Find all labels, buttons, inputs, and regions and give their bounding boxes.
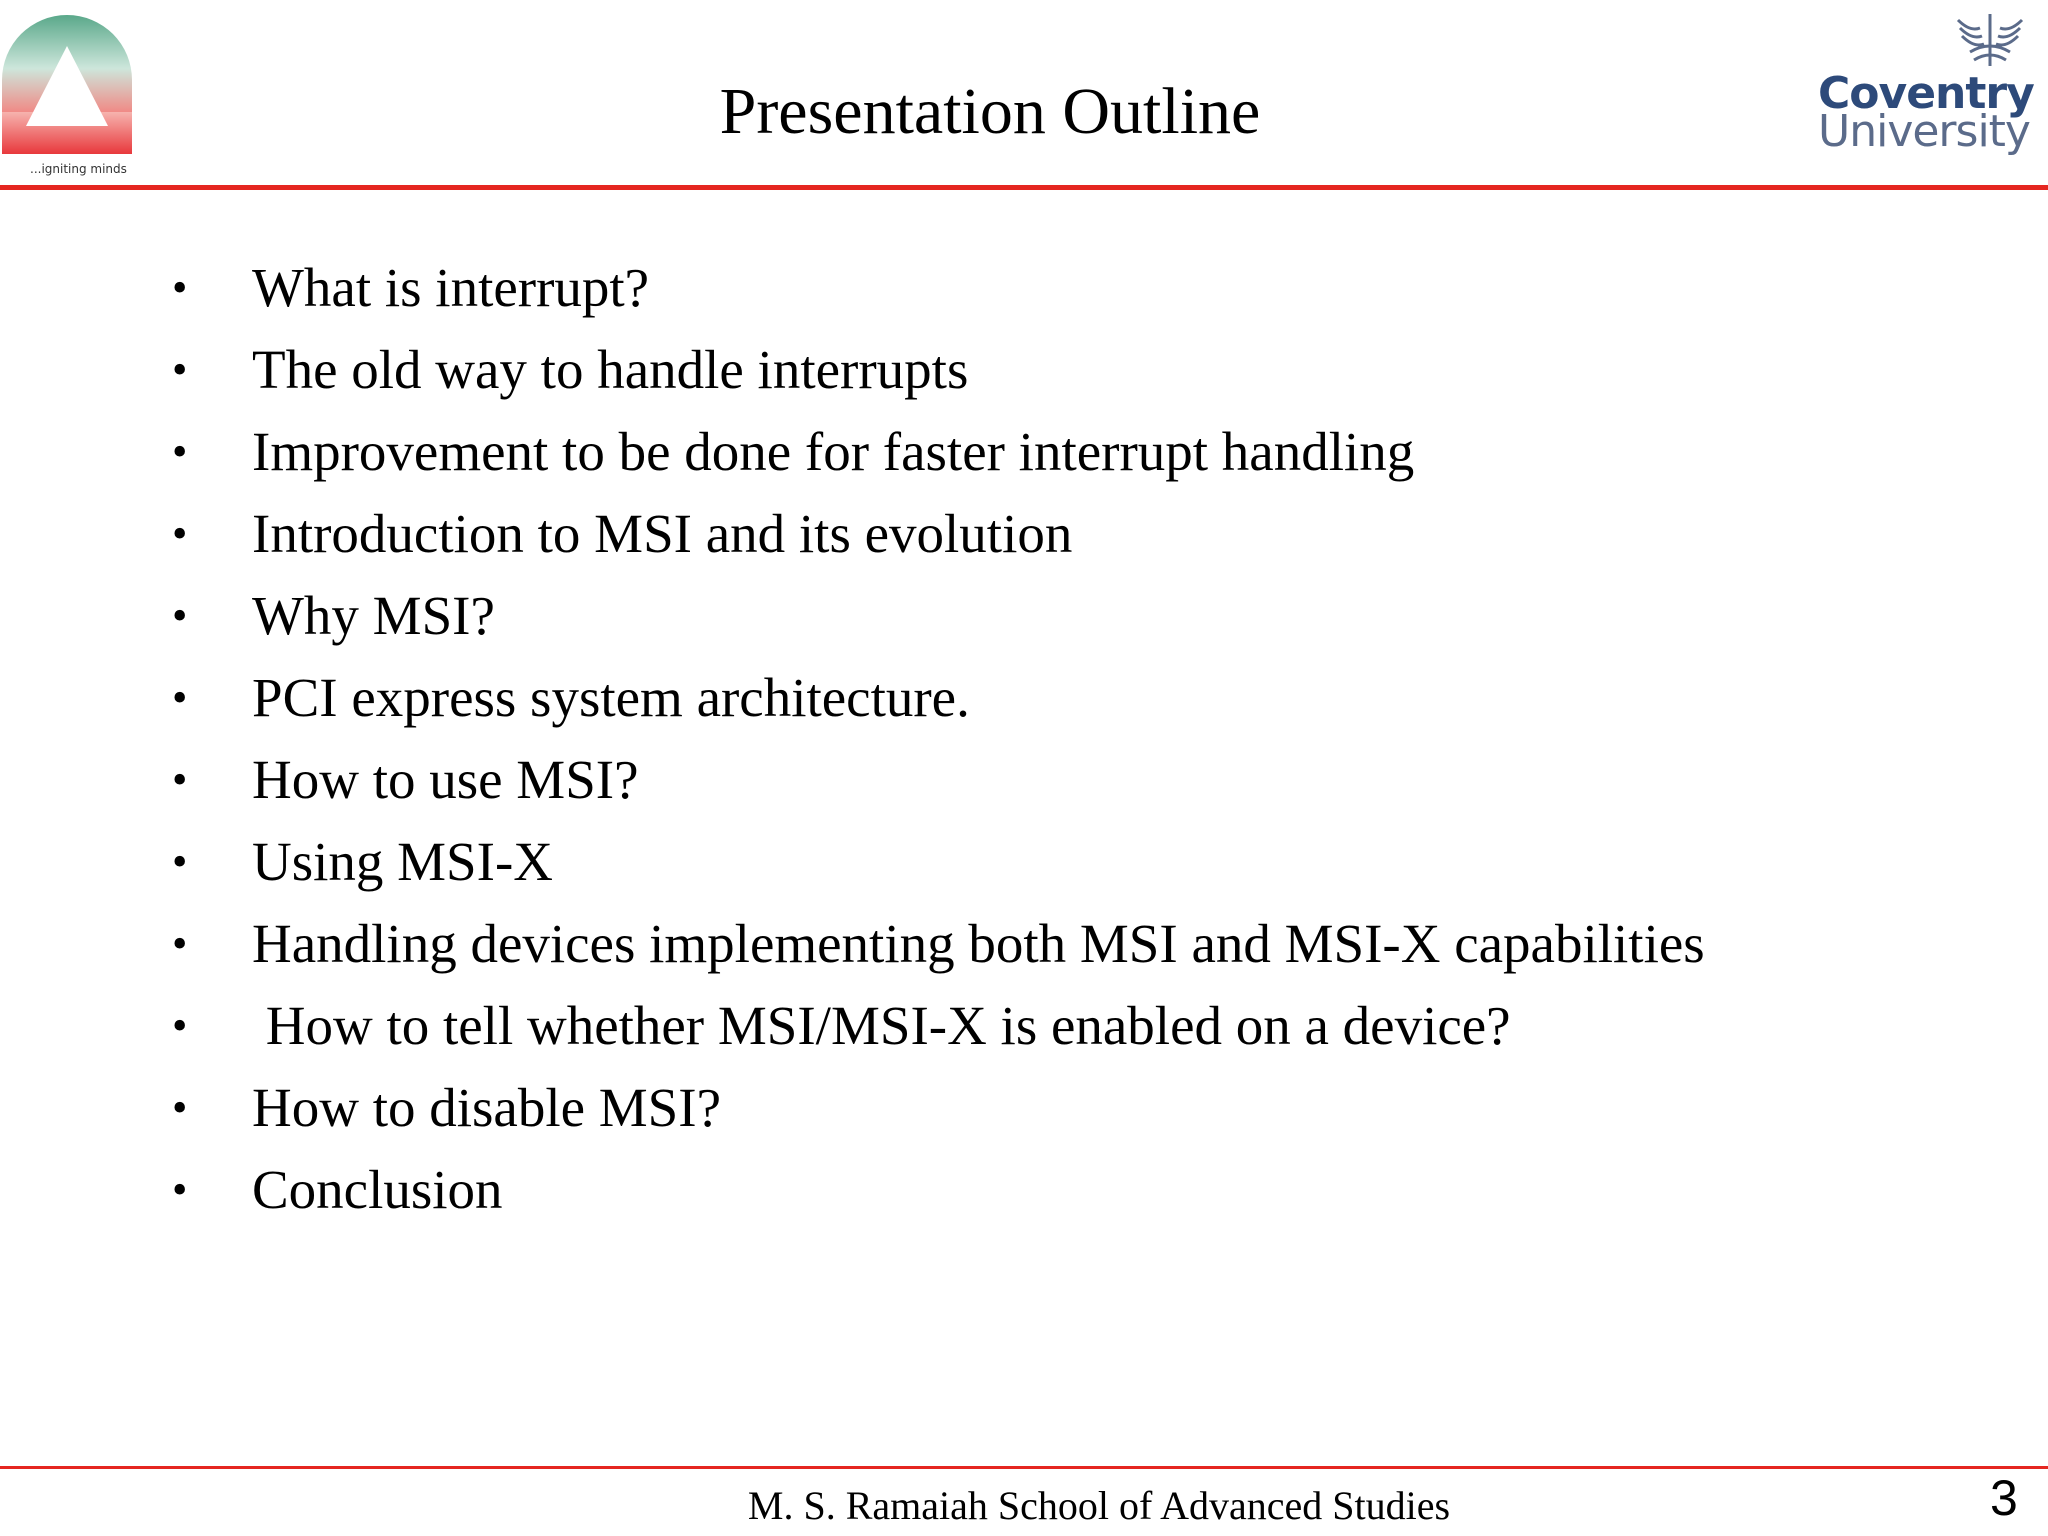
bullet-icon: •	[172, 263, 188, 312]
page-number: 3	[1990, 1470, 2018, 1526]
logo-tagline: ...igniting minds	[30, 162, 127, 176]
list-item	[0, 657, 2048, 739]
outline-item-text: How to use MSI?	[252, 749, 639, 810]
footer-institution: M. S. Ramaiah School of Advanced Studies	[747, 1483, 1451, 1528]
header-divider	[0, 185, 2048, 190]
outline-item-text: PCI express system architecture.	[252, 667, 970, 728]
list-item	[0, 1149, 2048, 1231]
outline-item-text: What is interrupt?	[252, 257, 650, 318]
coventry-university-logo-icon	[1800, 10, 2034, 160]
outline-item-text: Improvement to be done for faster interrupt handling	[252, 421, 1415, 482]
slide-title: Presentation Outline	[719, 75, 1261, 148]
bullet-icon: •	[172, 837, 188, 886]
list-item	[0, 985, 2048, 1067]
logo-line-university: University	[1818, 106, 2030, 157]
list-item	[0, 411, 2048, 493]
bullet-icon: •	[172, 1083, 188, 1132]
list-item	[0, 247, 2048, 329]
outline-list	[0, 247, 2048, 1231]
coventry-elephant-bird-icon	[1950, 10, 2030, 72]
bullet-icon: •	[172, 1001, 188, 1050]
logo-line-coventry: Coventry	[1818, 68, 2034, 119]
bullet-icon: •	[172, 673, 188, 722]
outline-item-text: Handling devices implementing both MSI and MSI-X capabilities	[252, 913, 1705, 974]
list-item	[0, 329, 2048, 411]
footer-divider	[0, 1466, 2048, 1469]
outline-item-text: Using MSI-X	[252, 831, 553, 892]
list-item	[0, 739, 2048, 821]
bullet-icon: •	[172, 427, 188, 476]
outline-item-text: Introduction to MSI and its evolution	[252, 503, 1073, 564]
bullet-icon: •	[172, 1165, 188, 1214]
bullet-icon: •	[172, 591, 188, 640]
list-item	[0, 575, 2048, 657]
outline-item-text: Conclusion	[252, 1159, 503, 1220]
bullet-icon: •	[172, 345, 188, 394]
list-item	[0, 821, 2048, 903]
outline-item-text: The old way to handle interrupts	[252, 339, 969, 400]
bullet-icon: •	[172, 509, 188, 558]
bullet-icon: •	[172, 755, 188, 804]
bullet-icon: •	[172, 919, 188, 968]
list-item	[0, 1067, 2048, 1149]
list-item	[0, 903, 2048, 985]
list-item	[0, 493, 2048, 575]
outline-item-text: How to disable MSI?	[252, 1077, 721, 1138]
outline-item-text: How to tell whether MSI/MSI-X is enabled on a device?	[252, 995, 1511, 1056]
outline-item-text: Why MSI?	[252, 585, 495, 646]
